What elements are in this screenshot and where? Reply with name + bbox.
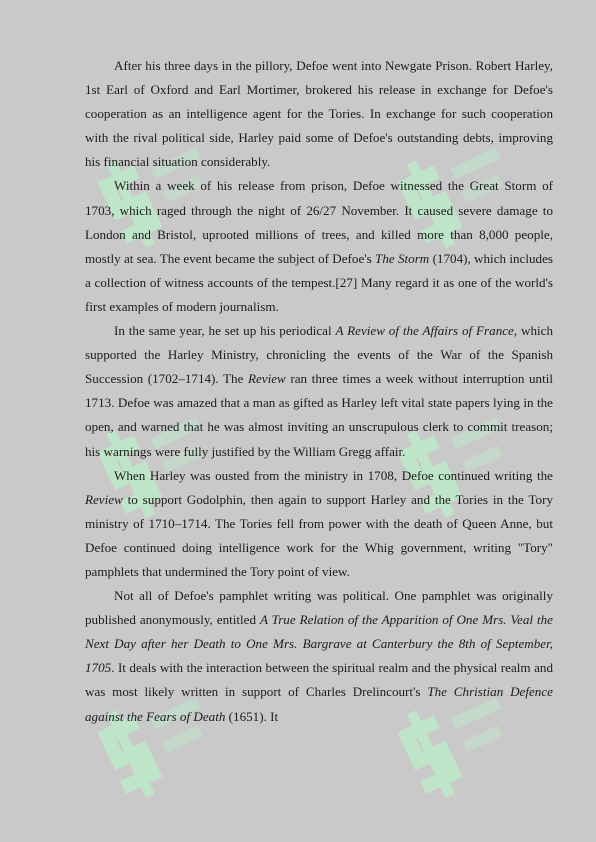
text-run: (1651). It — [225, 708, 279, 724]
periodical-title: A Review of the Affairs of France — [335, 323, 514, 339]
text-run: When Harley was ousted from the ministry in 1708, Defoe continued writing the — [114, 467, 553, 483]
text-run: Within a week of his release from prison, Defoe witnessed the Great Storm of 1703, which raged through the night of 26/27 November. It caused severe damage to London and Bristol, uprooted millions of trees, and killed more than 8,000 people, mostly at sea. The event became the subject of Defoe's — [85, 178, 553, 266]
text-run: ran three times a week without interruption until 1713. Defoe was amazed that a man as gifted as Harley left vital state papers lying in the open, and warned that he was almost inviting an unscrupulous clerk to commit treason; his warnings were fully justified by the William Gregg affair. — [85, 371, 554, 459]
paragraph — [85, 54, 553, 174]
text-run: . It deals with the interaction between the spiritual realm and the physical realm and was most likely written in support of Charles Drelincourt's — [85, 660, 553, 700]
text-run: , which supported the Harley Ministry, chronicling the events of the War of the Spanish Succession (1702–1714). The — [85, 323, 554, 387]
paragraph — [85, 584, 553, 729]
book-title: The Christian Defence against the Fears of Death — [85, 684, 553, 724]
text-run: After his three days in the pillory, Defoe went into Newgate Prison. Robert Harley, 1st Earl of Oxford and Earl Mortimer, brokered his release in exchange for Defoe's cooperation as an intelligence agent for the Tories. In exchange for such cooperation with the rival political side, Harley paid some of Defoe's outstanding debts, improving his financial situation considerably. — [85, 58, 553, 170]
text-run: to support Godolphin, then again to support Harley and the Tories in the Tory ministry of 1710–1714. The Tories fell from power with the death of Queen Anne, but Defoe continued doing intelligence work for the Whig government, writing "Tory" pamphlets that undermined the Tory point of view. — [85, 491, 553, 579]
paragraph — [85, 174, 553, 319]
periodical-title: Review — [85, 491, 123, 507]
body-text — [85, 54, 553, 729]
pamphlet-title: A True Relation of the Apparition of One Mrs. Veal the Next Day after her Death to One Mrs. Bargrave at Canterbury the 8th of September, 1705 — [85, 612, 553, 676]
paragraph — [85, 464, 553, 584]
book-title: The Storm — [375, 250, 430, 266]
text-run: Not all of Defoe's pamphlet writing was political. One pamphlet was originally published anonymously, entitled — [85, 588, 553, 628]
paragraph — [85, 319, 553, 464]
text-run: In the same year, he set up his periodical — [114, 323, 336, 339]
periodical-title: Review — [247, 371, 286, 387]
text-run: (1704), which includes a collection of witness accounts of the tempest.[27] Many regard it as one of the world's first examples of modern journalism. — [85, 250, 553, 314]
